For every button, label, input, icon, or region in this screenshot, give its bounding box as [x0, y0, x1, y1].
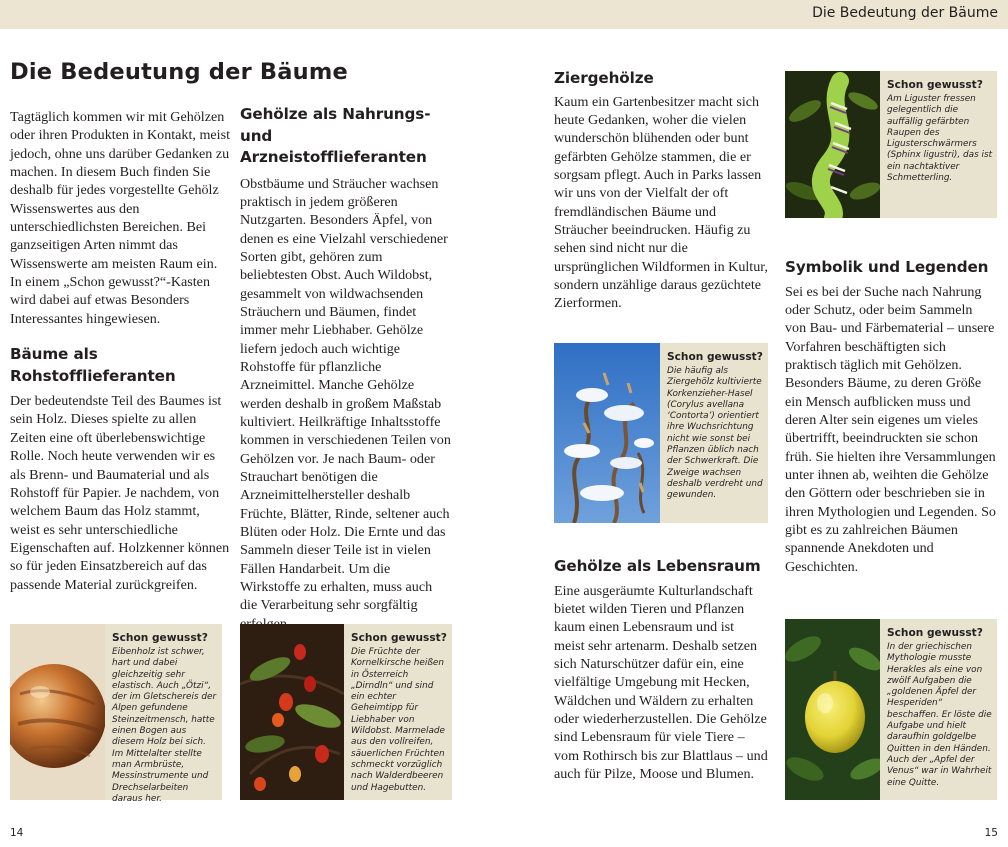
section-heading-lebensraum: Gehölze als Lebensraum	[554, 557, 761, 575]
section-heading-zier: Ziergehölze	[554, 69, 654, 87]
column-1	[10, 106, 230, 594]
section-heading-symbolik: Symbolik und Legenden	[785, 258, 989, 276]
running-head-title: Die Bedeutung der Bäume	[812, 5, 998, 21]
column-3-bottom	[554, 556, 768, 783]
info-box-kornelkirsche	[240, 624, 452, 800]
info-box-holz-title: Schon gewusst?	[112, 632, 208, 644]
running-head	[0, 0, 1008, 29]
section-body-nahrung: Obstbäume und Sträucher wachsen praktisch in jedem größeren Nutzgarten. Besonders Äpfel, von denen es eine Vielzahl verschiedener Sorten gibt, gehören zum beliebtesten Obst. Auch Wildobst, gesammelt von wildwachsenden Sträuchern und Bäumen, findet immer mehr Liebhaber. Gehölze liefern jedoch auch wichtige Rohstoffe für pflanzliche Arzneimittel. Manche Gehölze werden deshalb in großem Maßstab kultiviert. Heilkräftige Inhaltsstoffe kommen in verschiedenen Teilen von Gehölzen vor. Je nach Baum- oder Strauchart benötigen die Arzneimittelhersteller deshalb Früchte, Blätter, Rinde, seltener auch Blüten oder Holz. Die Ernte und das Sammeln dieser Teile ist in vielen Fällen Handarbeit. Um die Wirkstoffe zu erhalten, muss auch die Verarbeitung sehr sorgfältig	[240, 175, 451, 614]
page-number-right: 15	[984, 827, 998, 839]
info-box-hasel-text: Die häufig als Ziergehölz kultivierte Korkenzieher-Hasel (Corylus avellana ‘Contorta’) orientiert ihre Wuchsrichtung nicht wie sonst bei Pflanzen üblich nach der Schwerkraft. Die Zweige wachsen deshalb verdreht und gewunden.	[667, 366, 763, 501]
info-box-hasel-title: Schon gewusst?	[667, 351, 763, 363]
section-body-zier: Kaum ein Gartenbesitzer macht sich heute Gedanken, woher die vielen wunderschön blühenden oder bunt gefärbten Gehölze stammen, die er sorgsam pflegt. Auch in Parks lassen wir uns von der Vielfalt der oft fremdländischen Bäume und Sträucher beeindrucken. Häufig zu sehen sind nicht nur die ursprünglichen Wildformen in Kultur, sondern unzählige daraus gezüchtete Zierformen.	[554, 93, 768, 312]
cornelian-cherry-photo	[240, 624, 344, 800]
info-box-holz	[10, 624, 222, 804]
info-box-hasel	[554, 343, 768, 523]
section-body-rohstoff: Der bedeutendste Teil des Baumes ist sein Holz. Dieses spielte zu allen Zeiten eine oft überlebenswichtige Rolle. Noch heute verwenden wir es als Brenn- und Baumaterial und als Rohstoff für Papier. Je nachdem, von welchem Baum das Holz stammt, weist es sehr unterschiedliche Eigenschaften auf. Holzkenner können so für jeden Einsatzbereich auf das passende Material zurückgreifen.	[10, 393, 230, 593]
wood-sphere-photo	[10, 624, 105, 800]
info-box-raupe	[785, 71, 997, 218]
info-box-quitte	[785, 619, 997, 800]
section-heading-nahrung: Gehölze als Nahrungs- und Arzneistofflieferanten	[240, 105, 431, 166]
caterpillar-photo	[785, 71, 880, 218]
info-box-kornelkirsche-title: Schon gewusst?	[351, 632, 447, 644]
column-2	[240, 104, 452, 633]
intro-text: Tagtäglich kommen wir mit Gehölzen oder ihren Produkten in Kontakt, meist jedoch, ohne uns darüber Gedanken zu machen. In diesem Buch finden Sie deshalb für jedes vorgestellte Gehölz Wissenswertes aus den unterschiedlichsten Bereichen. Bei ganzseitigen Arten nimmt das Wissenswerte am meisten Raum ein. In einem „Schon gewusst?“-Kasten wird dabei auf etwas Besonders Interessantes hingewiesen.	[10, 109, 230, 327]
page-title: Die Bedeutung der Bäume	[10, 59, 348, 85]
column-4	[785, 257, 997, 576]
info-box-raupe-text: Am Liguster fressen gelegentlich die auffällig gefärbten Raupen des Ligusterschwärmers (Sphinx ligustri), das ist ein nachtaktiver Schmetterling.	[887, 94, 993, 184]
info-box-quitte-text: In der griechischen Mythologie musste Herakles als eine von zwölf Aufgaben die „goldenen Äpfel der Hesperiden“ beschaffen. Er löste die Aufgabe und hielt daraufhin goldgelbe Quitten in den Händen. Auch der „Apfel der Venus“ war in Wahrheit eine Quitte.	[887, 642, 992, 788]
section-body-lebensraum: Eine ausgeräumte Kulturlandschaft bietet wilden Tieren und Pflanzen kaum einen Lebensraum und ist meist sehr artenarm. Deshalb setzen sich Naturschützer dafür ein, eine vielfältige Umgebung mit Hecken, Wäldchen und Wäldern zu erhalten oder wiederherzustellen. Die Gehölze sind Lebensraum für viele Tiere – vom Rothirsch bis zur Blattlaus – und auch für Pilze, Moose und Blumen.	[554, 582, 768, 782]
info-box-kornelkirsche-text: Die Früchte der Kornelkirsche heißen in Österreich „Dirndln“ und sind ein echter Geheimtipp für Liebhaber von Wildobst. Marmelade aus den vollreifen, säuerlichen Früchten schmeckt vorzüglich nach Walderdbeeren und Hagebutten.	[351, 647, 445, 793]
corkscrew-hazel-photo	[554, 343, 660, 523]
page-number-left: 14	[10, 827, 24, 839]
column-3-top	[554, 68, 772, 313]
info-box-quitte-title: Schon gewusst?	[887, 627, 983, 639]
quince-photo	[785, 619, 880, 800]
section-body-symbolik: Sei es bei der Suche nach Nahrung oder Schutz, oder beim Sammeln von Bau- und Färbematerial – unsere Vorfahren beschäftigten sich praktisch täglich mit Gehölzen. Besonders Bäume, zu deren Größe ein Mensch aufblicken muss und deren Alter sein eigenes um vieles übertrifft, beeindruckten sie schon früh. Sie hielten ihre Versammlungen unter ihnen ab, weihten die Gehölze den Göttern oder beschrieben sie in ihren Mythologien und Legenden. So gibt es zu zahlreichen Bäumen spannende Anekdoten und Geschichten.	[785, 283, 996, 575]
info-box-holz-text: Eibenholz ist schwer, hart und dabei gleichzeitig sehr elastisch. Auch „Ötzi“, der im Gletschereis der Alpen gefundene Steinzeitmensch, hatte einen Bogen aus diesem Holz bei sich. Im Mittelalter stellte man Armbrüste, Messinstrumente und Drechselarbeiten daraus her.	[112, 647, 217, 804]
info-box-raupe-title: Schon gewusst?	[887, 79, 983, 91]
section-heading-rohstoff: Bäume als Rohstofflieferanten	[10, 345, 176, 385]
